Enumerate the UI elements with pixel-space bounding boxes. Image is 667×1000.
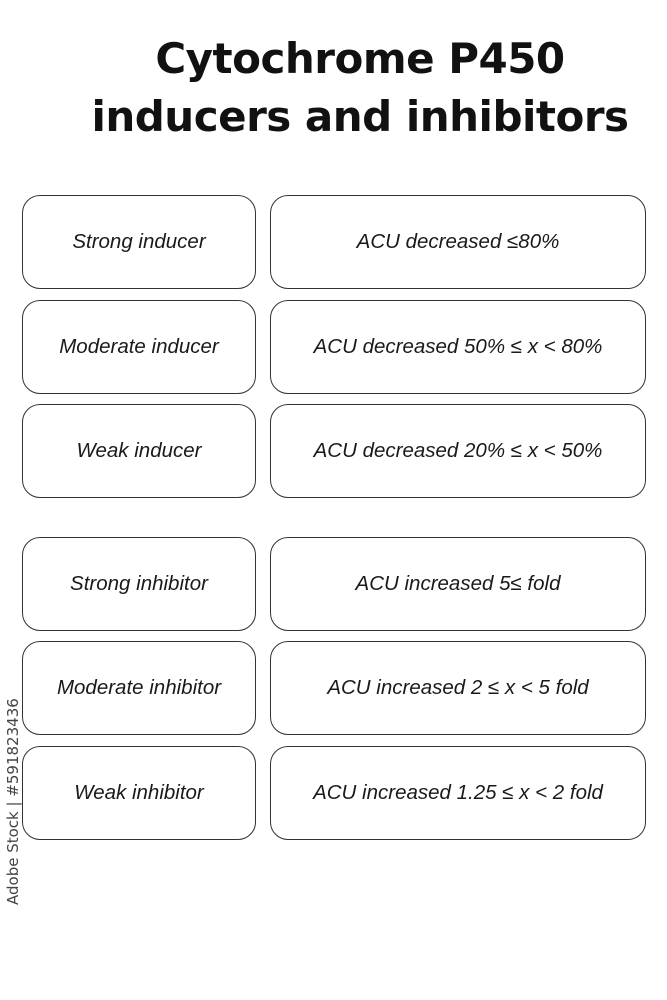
weak-inhibitor-value: ACU increased 1.25 ≤ x < 2 fold xyxy=(270,746,646,840)
moderate-inhibitor-value: ACU increased 2 ≤ x < 5 fold xyxy=(270,641,646,735)
strong-inhibitor-label: Strong inhibitor xyxy=(22,537,256,631)
stock-watermark: Adobe Stock | #591823436 xyxy=(4,698,22,905)
title-line-2: inducers and inhibitors xyxy=(91,92,629,141)
moderate-inhibitor-label: Moderate inhibitor xyxy=(22,641,256,735)
strong-inducer-label: Strong inducer xyxy=(22,195,256,289)
weak-inhibitor-label: Weak inhibitor xyxy=(22,746,256,840)
moderate-inducer-value: ACU decreased 50% ≤ x < 80% xyxy=(270,300,646,394)
weak-inducer-value: ACU decreased 20% ≤ x < 50% xyxy=(270,404,646,498)
moderate-inducer-label: Moderate inducer xyxy=(22,300,256,394)
weak-inducer-label: Weak inducer xyxy=(22,404,256,498)
page-title xyxy=(60,30,660,146)
strong-inducer-value: ACU decreased ≤80% xyxy=(270,195,646,289)
strong-inhibitor-value: ACU increased 5≤ fold xyxy=(270,537,646,631)
title-line-1: Cytochrome P450 xyxy=(155,34,565,83)
